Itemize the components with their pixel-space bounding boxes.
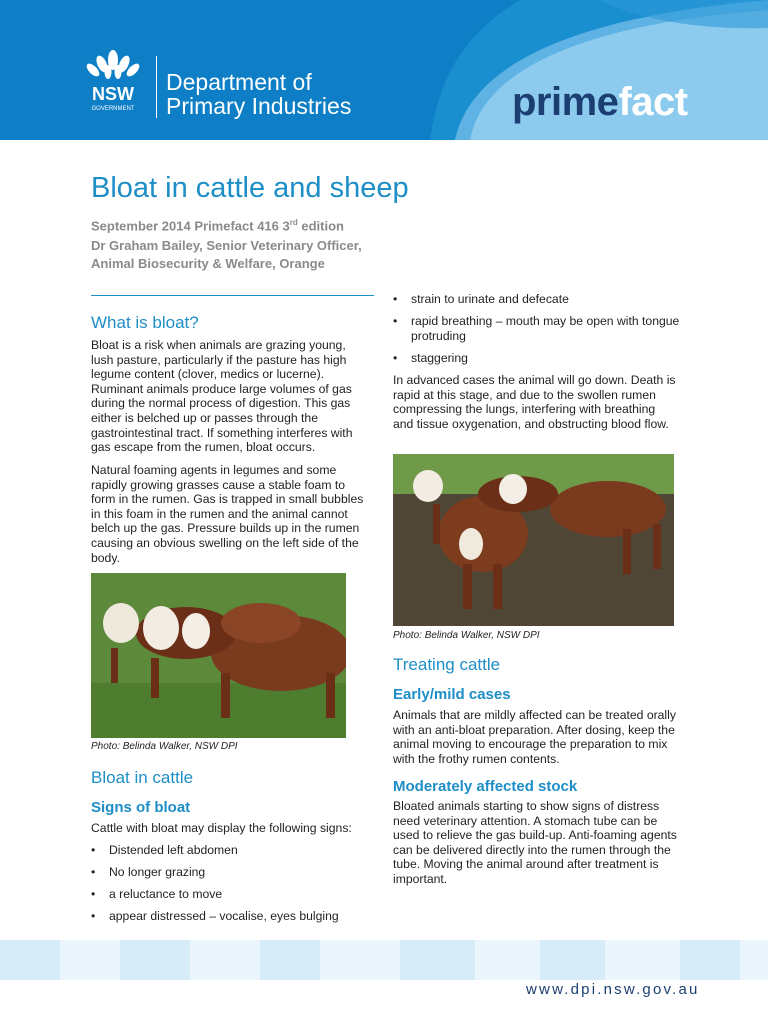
document-title: Bloat in cattle and sheep [91, 172, 409, 204]
heading-signs-of-bloat: Signs of bloat [91, 799, 191, 816]
website-url[interactable]: www.dpi.nsw.gov.au [526, 981, 700, 998]
photo-caption-2: Photo: Belinda Walker, NSW DPI [393, 630, 540, 641]
paragraph-foaming-agents: Natural foaming agents in legumes and some rapidly growing grasses cause a stable foam to form in the rumen. Gas is trapped in small bubbles in this foam in the rumen and the animal cannot belch up the gas. Pressure builds up in the rumen causing an obvious swelling on the left side of the body. [91, 463, 364, 565]
primefact-brand: primefact [512, 80, 688, 124]
svg-text:GOVERNMENT: GOVERNMENT [91, 106, 135, 112]
list-item: • Distended left abdomen [91, 843, 238, 857]
list-item: • rapid breathing – mouth may be open with tongue protruding [393, 314, 680, 343]
heading-treating-cattle: Treating cattle [393, 655, 501, 674]
nsw-waratah-logo [78, 48, 148, 120]
list-item: • No longer grazing [91, 865, 206, 879]
publication-info: September 2014 Primefact 416 3rd edition [91, 218, 344, 234]
heading-moderately-affected: Moderately affected stock [393, 778, 578, 795]
photo-caption-1: Photo: Belinda Walker, NSW DPI [91, 741, 238, 752]
paragraph-advanced-cases: In advanced cases the animal will go down. Death is rapid at this stage, and due to the swollen rumen compressing the lungs, interfering with breathing and tissue oxygenation, and obstructing blood flow. [393, 373, 676, 431]
list-item: • staggering [393, 351, 468, 365]
author-affiliation: Animal Biosecurity & Welfare, Orange [91, 256, 325, 271]
section-rule [91, 295, 374, 296]
heading-early-mild-cases: Early/mild cases [393, 686, 511, 703]
heading-what-is-bloat: What is bloat? [91, 313, 199, 332]
svg-text:NSW: NSW [92, 84, 134, 104]
paragraph-what-is-bloat: Bloat is a risk when animals are grazing young, lush pasture, particularly if the pasture has high legume content (clover, medics or lucerne). Ruminant animals produce large volumes of gas during the normal process of digestion. This gas either is belched up or passes through the gastrointestinal tract. If something interferes with gas escape from the rumen, bloat occurs. [91, 338, 353, 455]
list-item: • strain to urinate and defecate [393, 292, 569, 306]
heading-bloat-in-cattle: Bloat in cattle [91, 768, 194, 787]
list-item: • a reluctance to move [91, 887, 223, 901]
cattle-photo-2 [393, 454, 674, 626]
footer-band [0, 940, 768, 980]
cattle-photo-1 [91, 573, 346, 738]
department-name: Department of Primary Industries [166, 69, 352, 119]
paragraph-moderate-cases: Bloated animals starting to show signs of distress need veterinary attention. A stomach tube can be used to relieve the gas build-up. Anti-foaming agents can be delivered directly into the rumen through the tube. Moving the animal around after treatment is important. [393, 799, 677, 886]
paragraph-early-cases: Animals that are mildly affected can be treated orally with an anti-bloat preparation. After dosing, keep the animal moving to encourage the preparation to mix with the frothy rumen contents. [393, 708, 676, 766]
author-line: Dr Graham Bailey, Senior Veterinary Officer, [91, 238, 362, 253]
logo-divider [156, 56, 157, 118]
list-item: • appear distressed – vocalise, eyes bulging [91, 909, 339, 923]
signs-intro: Cattle with bloat may display the following signs: [91, 821, 352, 835]
